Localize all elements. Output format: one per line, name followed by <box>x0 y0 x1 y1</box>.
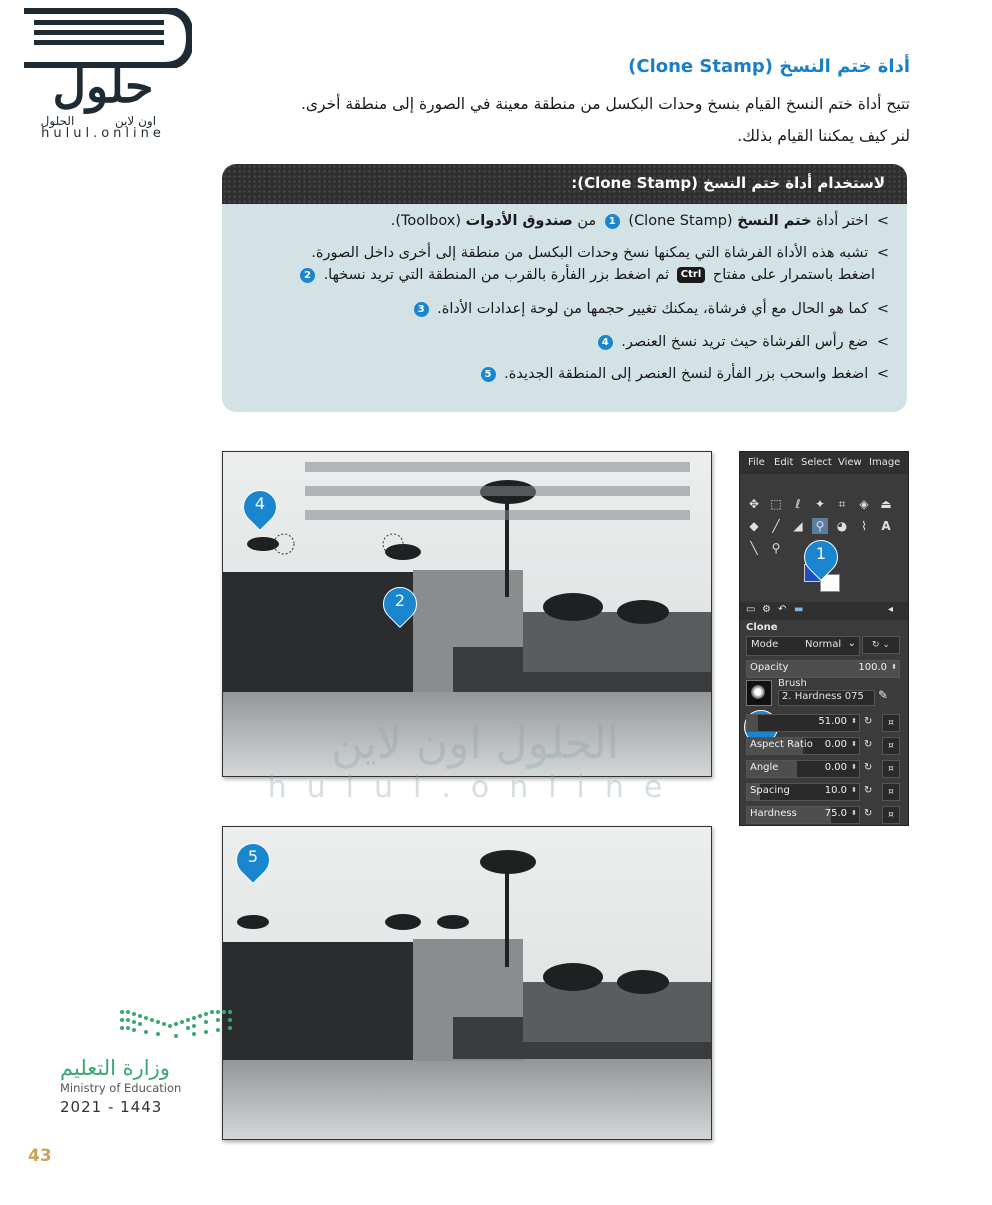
tool-options-tab-icon[interactable]: ▭ <box>746 604 756 615</box>
step-badge-1: 1 <box>605 214 620 229</box>
step-badge-5: 5 <box>481 367 496 382</box>
section-title: أداة ختم النسخ (Clone Stamp) <box>628 56 910 77</box>
spin-icon[interactable]: ⬍ <box>851 740 857 748</box>
spacing-slider[interactable] <box>746 783 860 801</box>
ctrl-key-icon: Ctrl <box>677 267 705 283</box>
ministry-emblem-icon <box>118 1006 238 1044</box>
intro-line-1: تتيح أداة ختم النسخ القيام بنسخ وحدات البكسل من منطقة معينة في الصورة إلى منطقة أخرى. <box>300 95 910 113</box>
dock-tabs <box>740 602 908 620</box>
menu-select[interactable]: Select <box>801 457 832 468</box>
reset-icon[interactable]: ↻ <box>864 808 873 819</box>
step-1 <box>249 210 889 232</box>
step-badge-3: 3 <box>414 302 429 317</box>
logo-arabic: حلول <box>52 59 154 113</box>
brush-name-field[interactable]: 2. Hardness 075 <box>778 690 875 706</box>
dock-menu-icon[interactable]: ◂ <box>888 604 894 615</box>
tool-options-title: Clone <box>746 622 778 633</box>
ministry-english: Ministry of Education <box>60 1081 182 1095</box>
paths-icon[interactable]: ⌇ <box>861 519 867 533</box>
hardness-slider[interactable] <box>746 806 860 824</box>
marker-1 <box>804 540 838 580</box>
intro-text <box>290 88 910 152</box>
step-4-text: ضع رأس الفرشاة حيث تريد نسخ العنصر. <box>621 334 869 350</box>
reset-icon[interactable]: ↻ <box>864 762 873 773</box>
rect-select-icon[interactable]: ⬚ <box>770 497 782 511</box>
step-2 <box>249 242 889 286</box>
reset-icon[interactable]: ↻ <box>864 716 873 727</box>
brush-label: Brush <box>778 678 807 689</box>
marker-5-label: 5 <box>247 847 259 866</box>
spin-icon[interactable]: ⬍ <box>851 786 857 794</box>
spin-icon[interactable]: ⬍ <box>851 717 857 725</box>
clone-stamp-icon[interactable]: ⚲ <box>812 518 828 534</box>
logo-latin: hulul.online <box>41 126 165 141</box>
menu-edit[interactable]: Edit <box>774 457 794 468</box>
opacity-slider[interactable] <box>746 660 900 678</box>
warp-icon[interactable]: ⏏ <box>880 497 892 511</box>
bullet: > <box>876 213 889 229</box>
paintbrush-icon[interactable]: ╱ <box>772 519 780 533</box>
step-1-toolbox-en: (Toolbox). <box>390 213 462 229</box>
step-1-toolbox: صندوق الأدوات <box>465 213 573 229</box>
chevron-down-icon: ⌄ <box>847 638 856 649</box>
angle-slider[interactable] <box>746 760 860 778</box>
text-tool-icon[interactable]: A <box>881 519 891 533</box>
logo-sub-2: اون لاين <box>114 114 157 128</box>
watermark-arabic: الحلول اون لاين <box>331 718 619 769</box>
step-3 <box>249 298 889 320</box>
spin-icon[interactable]: ⬍ <box>851 809 857 817</box>
angle-value: 0.00 <box>824 762 847 773</box>
mode-select[interactable] <box>746 636 860 656</box>
bucket-fill-icon[interactable]: ◆ <box>749 519 759 533</box>
gimp-toolbox <box>739 451 909 826</box>
hardness-value: 75.0 <box>824 808 847 819</box>
step-1-tool-en: (Clone Stamp) <box>628 213 733 229</box>
mode-reset-button[interactable]: ↻ ⌄ <box>862 636 900 654</box>
ministry-logo-dots <box>118 1006 238 1044</box>
intro-line-2: لنر كيف يمكننا القيام بذلك. <box>737 127 910 145</box>
marker-4-label: 4 <box>254 494 266 513</box>
edit-brush-icon[interactable]: ✎ <box>878 688 889 702</box>
smudge-icon[interactable]: ◕ <box>836 519 848 533</box>
step-badge-4: 4 <box>598 335 613 350</box>
lasso-icon[interactable]: ℓ <box>795 497 801 511</box>
aspect-label: Aspect Ratio <box>750 739 813 750</box>
photo-after <box>222 826 712 1140</box>
size-slider[interactable] <box>746 714 860 732</box>
undo-history-tab-icon[interactable]: ↶ <box>778 604 787 615</box>
bullet: > <box>876 334 889 350</box>
marker-1-label: 1 <box>815 544 827 563</box>
spacing-value: 10.0 <box>824 785 847 796</box>
step-5-text: اضغط واسحب بزر الفأرة لنسخ العنصر إلى المنطقة الجديدة. <box>504 366 869 382</box>
angle-label: Angle <box>750 762 779 773</box>
bullet: > <box>876 366 889 382</box>
spin-icon[interactable]: ⬍ <box>891 663 897 671</box>
academic-years: 2021 - 1443 <box>60 1098 163 1116</box>
marker-2 <box>383 587 417 627</box>
marker-2-label: 2 <box>394 591 406 610</box>
hardness-label: Hardness <box>750 808 797 819</box>
reset-icon[interactable]: ↻ <box>864 739 873 750</box>
link-icon[interactable]: ¤ <box>882 737 900 755</box>
bullet: > <box>876 245 889 261</box>
steps-header <box>222 164 907 204</box>
step-4 <box>249 331 889 353</box>
step-1-text-d: من <box>577 213 597 229</box>
steps-box <box>222 164 907 412</box>
step-2-text-b: ثم اضغط بزر الفأرة بالقرب من المنطقة التي تريد نسخها. <box>323 267 670 283</box>
step-5 <box>249 363 889 385</box>
device-status-tab-icon[interactable]: ⚙ <box>762 604 771 615</box>
size-value: 51.00 <box>818 716 847 727</box>
link-icon[interactable]: ¤ <box>882 714 900 732</box>
page-number: 43 <box>28 1146 52 1166</box>
opacity-label: Opacity <box>750 662 789 673</box>
spacing-label: Spacing <box>750 785 790 796</box>
reset-icon[interactable]: ↻ <box>864 785 873 796</box>
spin-icon[interactable]: ⬍ <box>851 763 857 771</box>
link-icon[interactable]: ¤ <box>882 806 900 824</box>
brush-preview[interactable] <box>746 680 772 706</box>
ministry-arabic: وزارة التعليم <box>60 1056 170 1080</box>
crop-icon[interactable]: ⌗ <box>838 497 846 511</box>
link-icon[interactable]: ¤ <box>882 760 900 778</box>
menu-file[interactable]: File <box>748 457 765 468</box>
color-picker-icon[interactable]: ╲ <box>750 541 758 555</box>
watermark-latin: hulul.online <box>267 770 683 805</box>
step-badge-2: 2 <box>300 268 315 283</box>
marker-4 <box>243 490 277 530</box>
mode-value: Normal <box>805 639 842 650</box>
bullet: > <box>876 301 889 317</box>
images-tab-icon[interactable]: ▬ <box>794 604 804 615</box>
watermark-lines <box>305 462 690 532</box>
step-2-text-a: اضغط باستمرار على مفتاح <box>712 267 875 283</box>
step-2-line-1: تشبه هذه الأداة الفرشاة التي يمكنها نسخ وحدات البكسل من منطقة إلى أخرى داخل الصورة. <box>311 245 869 261</box>
mode-label: Mode <box>751 639 779 650</box>
gimp-menubar <box>740 452 908 474</box>
menu-image[interactable]: Image <box>869 457 901 468</box>
step-1-text-a: اختر أداة <box>816 213 869 229</box>
aspect-value: 0.00 <box>824 739 847 750</box>
menu-view[interactable]: View <box>838 457 862 468</box>
aspect-slider[interactable] <box>746 737 860 755</box>
photo-after-image <box>223 827 711 1139</box>
size-fill <box>747 715 758 731</box>
step-1-tool-name: ختم النسخ <box>737 213 812 229</box>
steps-title: لاستخدام أداة ختم النسخ (Clone Stamp): <box>571 174 885 192</box>
move-tool-icon[interactable]: ✥ <box>748 497 760 511</box>
zoom-icon[interactable]: ⚲ <box>771 541 781 555</box>
marker-5 <box>236 843 270 883</box>
eraser-icon[interactable]: ◢ <box>793 519 803 533</box>
step-3-text: كما هو الحال مع أي فرشاة، يمكنك تغيير حجمها من لوحة إعدادات الأداة. <box>437 301 869 317</box>
transform-icon[interactable]: ◈ <box>859 497 869 511</box>
link-icon[interactable]: ¤ <box>882 783 900 801</box>
fuzzy-select-icon[interactable]: ✦ <box>814 497 826 511</box>
opacity-value: 100.0 <box>858 662 887 673</box>
logo-sub-1: الحلول <box>40 114 75 128</box>
